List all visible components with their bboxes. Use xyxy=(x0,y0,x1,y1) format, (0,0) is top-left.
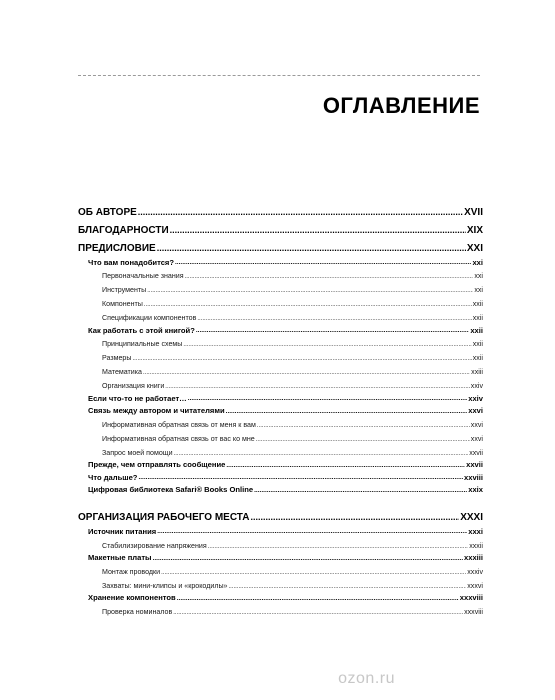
toc-entry-title: Организация книги xyxy=(102,382,165,391)
toc-subsection-entry[interactable] xyxy=(78,415,483,429)
toc-dot-leader xyxy=(229,583,467,590)
toc-entry-title: Источник питания xyxy=(88,526,157,536)
toc-entry-title: ОБ АВТОРЕ xyxy=(78,207,137,218)
toc-dot-leader xyxy=(153,554,463,563)
toc-entry-title: Информативная обратная связь от меня к вам xyxy=(102,421,256,430)
toc-chapter-entry[interactable] xyxy=(78,200,483,218)
page-title: ОГЛАВЛЕНИЕ xyxy=(322,93,480,118)
toc-dot-leader xyxy=(257,422,470,429)
toc-section-entry[interactable] xyxy=(78,457,483,470)
toc-dot-leader xyxy=(185,273,474,280)
toc-page-number: xxii xyxy=(472,340,483,349)
toc-section-entry[interactable] xyxy=(78,482,483,495)
toc-page-number: xxix xyxy=(468,485,483,495)
top-dashed-rule xyxy=(78,75,480,76)
toc-dot-leader xyxy=(173,609,463,616)
toc-entry-title: Монтаж проводки xyxy=(102,568,161,577)
toc-page-number: xxviii xyxy=(464,472,483,482)
toc-subsection-entry[interactable] xyxy=(78,294,483,308)
toc-subsection-entry[interactable] xyxy=(78,267,483,281)
table-of-contents xyxy=(78,200,483,616)
toc-page-number: xxvi xyxy=(468,406,483,416)
toc-subsection-entry[interactable] xyxy=(78,576,483,590)
toc-dot-leader xyxy=(174,450,469,457)
toc-page-number: xxvi xyxy=(470,434,483,443)
toc-page-number: xxxii xyxy=(469,541,483,550)
toc-entry-title: Прежде, чем отправлять сообщение xyxy=(88,460,226,470)
toc-page-number: XXI xyxy=(466,243,483,254)
toc-subsection-entry[interactable] xyxy=(78,335,483,349)
toc-dot-leader xyxy=(208,543,468,550)
toc-entry-title: Стабилизирование напряжения xyxy=(102,541,207,550)
toc-page-number: xxii xyxy=(472,354,483,363)
toc-entry-title: Информативная обратная связь от вас ко мне xyxy=(102,434,255,443)
toc-subsection-entry[interactable] xyxy=(78,308,483,322)
toc-subsection-entry[interactable] xyxy=(78,602,483,616)
section-gap xyxy=(78,494,483,505)
toc-dot-leader xyxy=(144,301,472,308)
toc-page-number: xxvii xyxy=(469,448,483,457)
toc-chapter-entry[interactable] xyxy=(78,218,483,236)
toc-page-number: xxxiii xyxy=(464,553,483,563)
toc-entry-title: Математика xyxy=(102,368,142,377)
toc-entry-title: Запрос моей помощи xyxy=(102,448,173,457)
toc-section-entry[interactable] xyxy=(78,403,483,416)
toc-dot-leader xyxy=(143,369,470,376)
toc-subsection-entry[interactable] xyxy=(78,348,483,362)
toc-entry-title: Захваты: мини-клипсы и «крокодилы» xyxy=(102,581,228,590)
toc-page-number: xxii xyxy=(472,314,483,323)
toc-dot-leader xyxy=(157,244,466,254)
toc-entry-title: Проверка номиналов xyxy=(102,608,173,617)
toc-dot-leader xyxy=(175,258,471,267)
toc-entry-title: Если что-то не работает… xyxy=(88,393,187,403)
toc-entry-title: Цифровая библиотека Safari® Books Online xyxy=(88,485,254,495)
toc-chapter-entry[interactable] xyxy=(78,505,483,523)
toc-subsection-entry[interactable] xyxy=(78,362,483,376)
toc-subsection-entry[interactable] xyxy=(78,429,483,443)
toc-page-number: xxii xyxy=(470,325,483,335)
toc-dot-leader xyxy=(251,513,460,523)
toc-page-number: XIX xyxy=(466,225,483,236)
toc-page-number: XVII xyxy=(464,207,483,218)
toc-entry-title: Размеры xyxy=(102,354,132,363)
toc-section-entry[interactable] xyxy=(78,322,483,335)
toc-dot-leader xyxy=(138,473,463,482)
toc-page-number: xxxi xyxy=(468,526,483,536)
toc-chapter-entry[interactable] xyxy=(78,236,483,254)
toc-dot-leader xyxy=(183,341,471,348)
watermark: ozon.ru xyxy=(338,670,395,687)
toc-entry-title: ПРЕДИСЛОВИЕ xyxy=(78,243,156,254)
toc-subsection-entry[interactable] xyxy=(78,562,483,576)
toc-entry-title: Инструменты xyxy=(102,286,147,295)
toc-subsection-entry[interactable] xyxy=(78,536,483,550)
toc-entry-title: Хранение компонентов xyxy=(88,593,176,603)
toc-entry-title: ОРГАНИЗАЦИЯ РАБОЧЕГО МЕСТА xyxy=(78,512,250,524)
toc-entry-title: Что вам понадобится? xyxy=(88,257,174,267)
toc-section-entry[interactable] xyxy=(78,469,483,482)
toc-dot-leader xyxy=(147,287,473,294)
toc-page-number: xxiv xyxy=(468,393,483,403)
toc-subsection-entry[interactable] xyxy=(78,376,483,390)
toc-page-number: xxxviii xyxy=(459,593,483,603)
toc-page-number: xxxiv xyxy=(467,568,483,577)
toc-page-number: xxiv xyxy=(470,382,483,391)
toc-section-entry[interactable] xyxy=(78,254,483,267)
toc-page-number: xxi xyxy=(474,272,483,281)
toc-section-entry[interactable] xyxy=(78,550,483,563)
toc-page-number: xxii xyxy=(472,300,483,309)
toc-dot-leader xyxy=(170,226,466,236)
toc-dot-leader xyxy=(188,394,467,403)
toc-page-number: xxvi xyxy=(470,421,483,430)
toc-entry-title: Макетные платы xyxy=(88,553,152,563)
toc-entry-title: БЛАГОДАРНОСТИ xyxy=(78,225,169,236)
toc-page-number: xxi xyxy=(472,257,483,267)
toc-dot-leader xyxy=(161,569,466,576)
toc-dot-leader xyxy=(177,594,459,603)
toc-dot-leader xyxy=(226,407,468,416)
toc-dot-leader xyxy=(157,527,467,536)
toc-dot-leader xyxy=(256,436,470,443)
toc-dot-leader xyxy=(254,486,467,495)
toc-page-number: XXXI xyxy=(460,512,483,524)
toc-subsection-entry[interactable] xyxy=(78,443,483,457)
toc-dot-leader xyxy=(226,461,465,470)
toc-section-entry[interactable] xyxy=(78,590,483,603)
toc-dot-leader xyxy=(165,383,469,390)
toc-subsection-entry[interactable] xyxy=(78,280,483,294)
toc-dot-leader xyxy=(132,355,471,362)
toc-entry-title: Что дальше? xyxy=(88,472,138,482)
toc-entry-title: Компоненты xyxy=(102,300,143,309)
toc-entry-title: Спецификации компонентов xyxy=(102,314,197,323)
toc-dot-leader xyxy=(138,208,463,218)
toc-section-entry[interactable] xyxy=(78,523,483,536)
toc-entry-title: Первоначальные знания xyxy=(102,272,184,281)
toc-page-number: xxxviii xyxy=(464,608,483,617)
toc-dot-leader xyxy=(196,326,470,335)
toc-entry-title: Принципиальные схемы xyxy=(102,340,183,349)
toc-page-number: xxiii xyxy=(471,368,483,377)
toc-page-number: xxi xyxy=(474,286,483,295)
toc-page-number: xxxvi xyxy=(467,581,483,590)
toc-dot-leader xyxy=(197,315,471,322)
toc-page-number: xxvii xyxy=(466,460,483,470)
toc-entry-title: Как работать с этой книгой? xyxy=(88,325,195,335)
toc-section-entry[interactable] xyxy=(78,390,483,403)
toc-entry-title: Связь между автором и читателями xyxy=(88,406,225,416)
